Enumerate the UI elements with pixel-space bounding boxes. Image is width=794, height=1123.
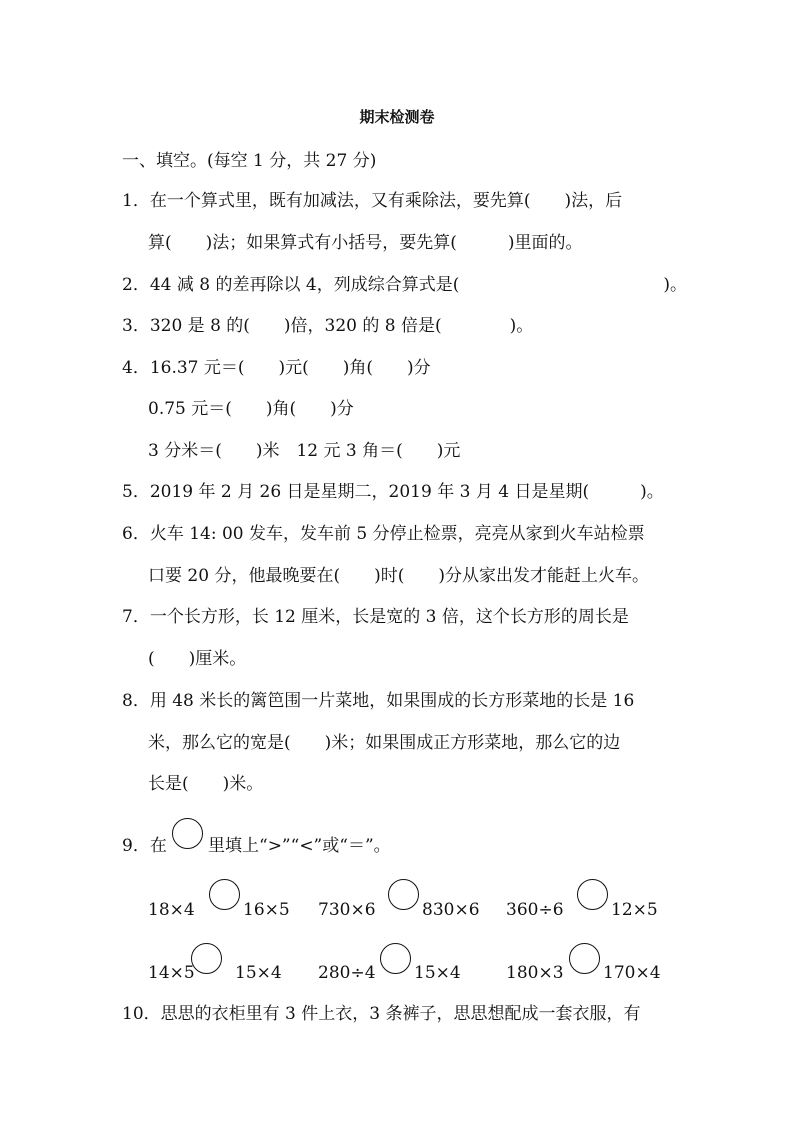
page-title: 期末检测卷 <box>359 108 435 126</box>
comparison-circle-example <box>172 818 203 849</box>
question-8-line-3: 长是( )米。 <box>148 774 264 794</box>
comparison-circle[interactable] <box>569 943 600 974</box>
comparison-circle[interactable] <box>388 879 419 910</box>
question-6-line-1: 6．火车 14: 00 发车，发车前 5 分停止检票，亮亮从家到火车站检票 <box>122 524 645 544</box>
question-9-suffix: 里填上“>”“<”或“＝”。 <box>208 836 391 856</box>
question-7-line-2: ( )厘米。 <box>148 649 247 669</box>
compare-right: 15×4 <box>414 963 461 983</box>
question-8-line-2: 米，那么它的宽是( )米；如果围成正方形菜地，那么它的边 <box>148 733 621 753</box>
question-1-line-2: 算( )法；如果算式有小括号，要先算( )里面的。 <box>148 233 583 253</box>
question-9-prefix: 9．在 <box>122 836 167 856</box>
comparison-circle[interactable] <box>209 879 240 910</box>
comparison-circle[interactable] <box>191 943 222 974</box>
compare-left: 14×5 <box>148 963 195 983</box>
compare-left: 730×6 <box>318 900 376 920</box>
question-5: 5．2019 年 2 月 26 日是星期二，2019 年 3 月 4 日是星期( )。 <box>122 482 664 502</box>
question-10-line-1: 10．思思的衣柜里有 3 件上衣，3 条裤子，思思想配成一套衣服，有 <box>122 1004 641 1024</box>
comparison-circle[interactable] <box>380 943 411 974</box>
question-6-line-2: 口要 20 分，他最晚要在( )时( )分从家出发才能赶上火车。 <box>148 566 649 586</box>
compare-right: 170×4 <box>603 963 661 983</box>
compare-right: 15×4 <box>235 963 282 983</box>
question-4-line-1: 4．16.37 元＝( )元( )角( )分 <box>122 358 431 378</box>
question-8-line-1: 8．用 48 米长的篱笆围一片菜地，如果围成的长方形菜地的长是 16 <box>122 691 635 711</box>
question-4-line-2: 0.75 元＝( )角( )分 <box>148 399 354 419</box>
question-7-line-1: 7．一个长方形，长 12 厘米，长是宽的 3 倍，这个长方形的周长是 <box>122 607 629 627</box>
compare-right: 12×5 <box>611 900 658 920</box>
compare-left: 360÷6 <box>506 900 564 920</box>
compare-right: 830×6 <box>422 900 480 920</box>
question-4-line-3: 3 分米＝( )米 12 元 3 角＝( )元 <box>148 441 461 461</box>
compare-left: 180×3 <box>506 963 564 983</box>
compare-left: 280÷4 <box>318 963 376 983</box>
question-2: 2．44 减 8 的差再除以 4，列成综合算式是( )。 <box>122 275 687 295</box>
compare-left: 18×4 <box>148 900 195 920</box>
question-1-line-1: 1．在一个算式里，既有加减法，又有乘除法，要先算( )法，后 <box>122 191 623 211</box>
comparison-circle[interactable] <box>577 879 608 910</box>
section-heading: 一、填空。(每空 1 分，共 27 分) <box>122 151 377 171</box>
question-3: 3．320 是 8 的( )倍，320 的 8 倍是( )。 <box>122 316 534 336</box>
compare-right: 16×5 <box>243 900 290 920</box>
